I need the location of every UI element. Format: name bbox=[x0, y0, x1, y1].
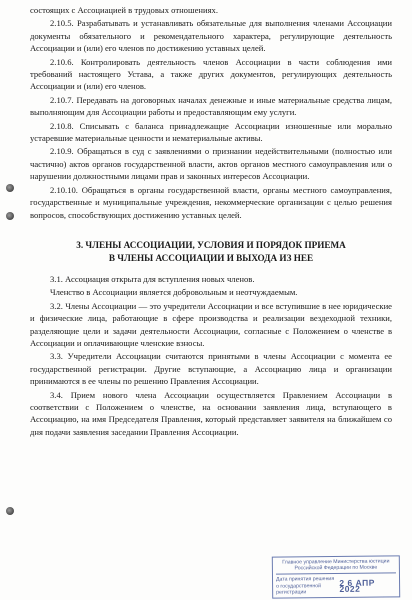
paragraph: 2.10.9. Обращаться в суд с заявлениями о признании недействительными (полностью или частично) актов органов государственной власти, актов органов местного самоуправления или о нарушении должностными лицами прав и законных интересов Ассоциации. bbox=[30, 146, 392, 182]
paragraph: 3.4. Прием нового члена Ассоциации осуществляется Правлением Ассоциации в соответствии с Положением о членстве, на основании заявления лица, вступающего в Ассоциацию, на имя Председателя Правления, который представляет заявителя на ближайшем со дня подачи заявления заседании Правления Ассоциации. bbox=[30, 389, 392, 437]
paragraph: 2.10.6. Контролировать деятельность членов Ассоциации в части соблюдения ими требований настоящего Устава, а также других документов, регулирующих деятельность Ассоциации и (или) его членов. bbox=[30, 56, 392, 92]
paragraph: 3.3. Учредители Ассоциации считаются принятыми в члены Ассоциации с момента ее государственной регистрации. Другие вступающие, а Ассоциацию лица и организации принимаются в ее члены по решению Правления Ассоциации. bbox=[30, 351, 392, 387]
punch-hole bbox=[6, 507, 14, 515]
stamp-label: Дата принятия решения о государственной регистрации bbox=[275, 576, 335, 596]
paragraph: 3.1. Ассоциация открыта для вступления новых членов. bbox=[50, 273, 255, 284]
paragraph: состоящих с Ассоциацией в трудовых отношениях. bbox=[30, 5, 218, 15]
paragraph: 2.10.5. Разрабатывать и устанавливать обязательные для выполнения членами Ассоциации документы обязательного и рекомендательного характера, регулирующие деятельность Ассоциации и (или) его членов по достижению уставных целей. bbox=[30, 18, 392, 54]
stamp-header: Главное управление Министерства юстиции Российской Федерации по Москве bbox=[276, 558, 396, 575]
paragraph: 2.10.8. Списывать с баланса принадлежащие Ассоциации изношенные или морально устаревшие материальные ценности и нематериальные активы. bbox=[30, 120, 392, 144]
paragraph: 3.2. Члены Ассоциации — это учредители Ассоциации и все вступившие в нее юридические и физические лица, работающие в сфере производства и реализации вездеходной техники, разделяющие цели и задачи деятельности Ассоциации, согласные с Положением о членстве в Ассоциации и оплачивающие членские взносы. bbox=[30, 300, 392, 348]
registration-stamp bbox=[272, 555, 400, 598]
punch-hole bbox=[6, 184, 14, 192]
paragraph: 2.10.10. Обращаться в органы государственной власти, органы местного самоуправления, государственные и муниципальные учреждения, некоммерческие организации с целью решения вопросов, способствующих достижению уставных целей. bbox=[30, 184, 392, 220]
paragraph: 2.10.7. Передавать на договорных началах денежные и иные материальные средства лицам, выполняющим для Ассоциации работы и предоставляющим ему услуги. bbox=[30, 94, 392, 118]
document-body bbox=[30, 4, 392, 439]
punch-hole bbox=[6, 212, 14, 220]
stamp-date: 2 6 АПР 2022 bbox=[339, 577, 375, 594]
paragraph: Членство в Ассоциации является добровольным и неотчуждаемым. bbox=[50, 287, 298, 298]
section-heading-line: В ЧЛЕНЫ АССОЦИАЦИИ И ВЫХОДА ИЗ НЕЕ bbox=[108, 252, 314, 263]
section-heading-line: 3. ЧЛЕНЫ АССОЦИАЦИИ, УСЛОВИЯ И ПОРЯДОК ПРИЕМА bbox=[76, 239, 346, 250]
section-heading bbox=[30, 239, 392, 265]
